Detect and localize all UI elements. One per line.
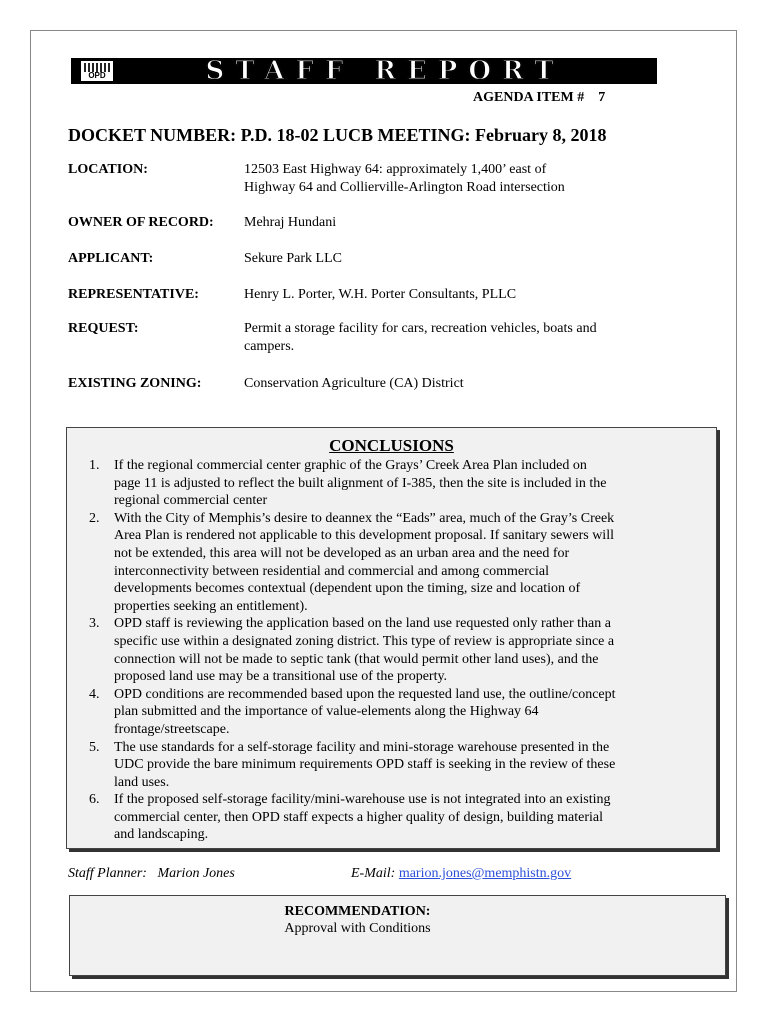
field-value-line: Conservation Agriculture (CA) District: [244, 376, 464, 391]
field-value: [244, 320, 654, 356]
list-item-line: frontage/streetscape.: [114, 721, 230, 737]
field-value-line: Sekure Park LLC: [244, 251, 342, 266]
list-item-line: land uses.: [114, 774, 170, 790]
list-item-line: and landscaping.: [114, 827, 209, 843]
staff-planner: [68, 866, 235, 882]
opd-logo-icon: [80, 60, 114, 82]
list-item-line: If the proposed self-storage facility/mini-warehouse use is not integrated into an existing: [114, 792, 611, 808]
field-label: APPLICANT:: [68, 251, 154, 266]
list-item-line: not be extended, this area will not be developed as an urban area and the need for: [114, 545, 570, 561]
list-item: [81, 457, 661, 510]
list-item-line: connection will not be made to septic tank (that would permit other land uses), and the: [114, 651, 599, 667]
field-value-line: 12503 East Highway 64: approximately 1,400’ east of: [244, 162, 547, 177]
list-item: [81, 791, 661, 844]
list-item-line: OPD conditions are recommended based upon the requested land use, the outline/concept: [114, 686, 616, 702]
field-value-line: Highway 64 and Collierville-Arlington Road intersection: [244, 180, 565, 195]
email-link[interactable]: marion.jones@memphistn.gov: [398, 866, 572, 881]
opd-logo: [71, 58, 117, 84]
list-item-line: UDC provide the bare minimum requirements OPD staff is seeking in the review of these: [114, 757, 616, 773]
agenda-label: AGENDA ITEM #: [473, 90, 585, 105]
planner-name: Marion Jones: [157, 866, 235, 881]
recommendation-value: Approval with Conditions: [284, 921, 431, 936]
list-item: [81, 739, 661, 792]
list-item-line: properties seeking an entitlement).: [114, 598, 308, 614]
field-value-line: Henry L. Porter, W.H. Porter Consultants, PLLC: [244, 287, 517, 302]
list-item-number: 4.: [89, 686, 100, 702]
field-value: [244, 161, 654, 197]
agenda-item: [473, 90, 605, 106]
list-item-number: 3.: [89, 616, 100, 632]
logo-text: OPD: [88, 71, 106, 80]
list-item-line: OPD staff is reviewing the application based on the land use requested only rather than a: [114, 616, 611, 632]
field-label: OWNER OF RECORD:: [68, 215, 214, 230]
field-value: [244, 214, 654, 232]
list-item: [81, 615, 661, 685]
field-label: REQUEST:: [68, 321, 139, 336]
recommendation-box: [69, 895, 726, 976]
list-item-line: With the City of Memphis’s desire to deannex the “Eads” area, much of the Gray’s Creek: [114, 510, 615, 526]
conclusions-box: [66, 427, 717, 849]
list-item-line: interconnectivity between residential and commercial and among commercial: [114, 563, 549, 579]
list-item-number: 5.: [89, 739, 100, 755]
list-item-line: regional commercial center: [114, 493, 268, 509]
docket-heading: DOCKET NUMBER: P.D. 18-02 LUCB MEETING: February 8, 2018: [68, 125, 607, 145]
field-value: [244, 286, 654, 304]
staff-email: [351, 866, 571, 882]
field-label: REPRESENTATIVE:: [68, 287, 199, 302]
staff-report-banner: [71, 58, 657, 84]
agenda-number: 7: [598, 90, 606, 105]
planner-label: Staff Planner:: [68, 866, 147, 881]
list-item-number: 6.: [89, 792, 100, 808]
field-label: LOCATION:: [68, 162, 148, 177]
field-value-line: Mehraj Hundani: [244, 215, 337, 230]
field-value: [244, 250, 654, 268]
recommendation-title: RECOMMENDATION:: [284, 904, 431, 919]
list-item-line: page 11 is adjusted to reflect the built alignment of I-385, then the site is included in the: [114, 475, 607, 491]
field-value: [244, 375, 654, 393]
list-item: [81, 510, 661, 616]
email-label: E-Mail:: [351, 866, 396, 881]
list-item-number: 1.: [89, 458, 100, 473]
conclusions-title: CONCLUSIONS: [329, 436, 454, 455]
field-label: EXISTING ZONING:: [68, 376, 202, 391]
conclusions-list: [81, 457, 661, 844]
list-item-line: plan submitted and the importance of value-elements along the Highway 64: [114, 704, 539, 720]
list-item-number: 2.: [89, 510, 100, 526]
list-item-line: proposed land use may be a transitional use of the property.: [114, 669, 448, 685]
banner-title: STAFF REPORT: [205, 56, 565, 86]
list-item-line: commercial center, then OPD staff expects a higher quality of design, building material: [114, 809, 604, 825]
list-item-line: If the regional commercial center graphic of the Grays’ Creek Area Plan included on: [114, 458, 587, 473]
field-value-line: Permit a storage facility for cars, recreation vehicles, boats and: [244, 321, 597, 336]
list-item-line: Area Plan is rendered not applicable to this development proposal. If sanitary sewers will: [114, 528, 614, 544]
list-item: [81, 686, 661, 739]
list-item-line: The use standards for a self-storage facility and mini-storage warehouse presented in the: [114, 739, 610, 755]
field-value-line: campers.: [244, 339, 295, 354]
list-item-line: specific use within a designated zoning district. This type of review is appropriate since a: [114, 633, 615, 649]
list-item-line: developments becomes contextual (dependent upon the timing, size and location of: [114, 581, 581, 597]
